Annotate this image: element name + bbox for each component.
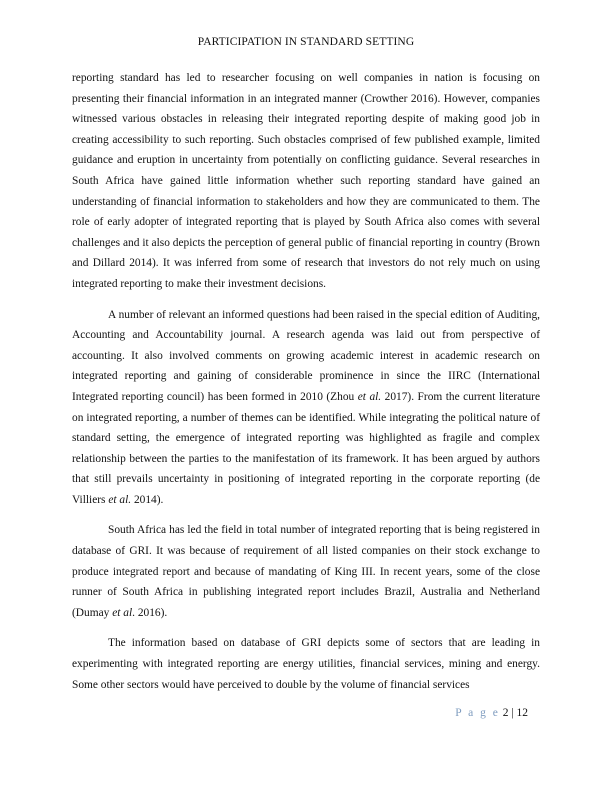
paragraph-3 [72, 520, 540, 623]
total-pages: 12 [516, 707, 528, 719]
citation-et-al: et al. [108, 493, 132, 506]
paragraph-3-part-b: . 2016). [132, 606, 168, 619]
page-header: PARTICIPATION IN STANDARD SETTING [197, 36, 415, 48]
page-number: 2 [502, 707, 509, 719]
paragraph-1: reporting standard has led to researcher focusing on well companies in nation is focusing on presenting their financial information in an integrated manner (Crowther 2016). However, companies witnessed various obstacles in releasing their integrated reporting despite of making good job in creating accessibility to such reporting. Such obstacles comprised of few published example, limited guidance and eruption in uncertainty from potentially on conflicting guidance. Several researches in South Africa have gained little information whether such reporting standard have gained an understanding of financial information to stakeholders and how they are communicated to them. The role of early adopter of integrated reporting that is played by South Africa also comes with several challenges and it also depicts the perception of general public of financial reporting in country (Brown and Dillard 2014). It was inferred from some of research that investors do not rely much on using integrated reporting to make their investment decisions. [72, 72, 540, 290]
citation-et-al: et al [112, 606, 133, 619]
paragraph-2-part-a: A number of relevant an informed questions had been raised in the special edition of Auditing, Accounting and Accountability journal. A research agenda was laid out from perspective of accounting. It also involved comments on growing academic interest in academic research on integrated reporting and gaining of considerable prominence in since the IIRC (International Integrated reporting council) has been formed in 2010 (Zhou [72, 308, 540, 403]
page-footer [455, 707, 528, 719]
document-body [72, 68, 540, 705]
page-separator: | [508, 707, 517, 719]
paragraph-2 [72, 305, 540, 511]
paragraph-4: The information based on database of GRI depicts some of sectors that are leading in experimenting with integrated reporting are energy utilities, financial services, mining and energy. Some other sectors would have perceived to double by the volume of financial services [72, 637, 540, 691]
citation-et-al: et al. [357, 390, 382, 403]
paragraph-2-part-b: 2017). From the current literature on integrated reporting, a number of themes can be identified. While integrating the political nature of standard setting, the emergence of integrated reporting was highlighted as fragile and complex relationship between the parties to the manifestation of its framework. It has been argued by authors that still prevails uncertainty in positioning of integrated reporting in the corporate reporting (de Villiers [72, 390, 540, 506]
page-label: P a g e [455, 707, 500, 719]
paragraph-3-part-a: South Africa has led the field in total number of integrated reporting that is being registered in database of GRI. It was because of requirement of all listed companies on their stock exchange to produce integrated report and because of mandating of King III. In recent years, some of the close runner of South Africa in publishing integrated report includes Brazil, Australia and Netherland (Dumay [72, 524, 540, 619]
paragraph-2-part-c: 2014). [131, 493, 164, 506]
